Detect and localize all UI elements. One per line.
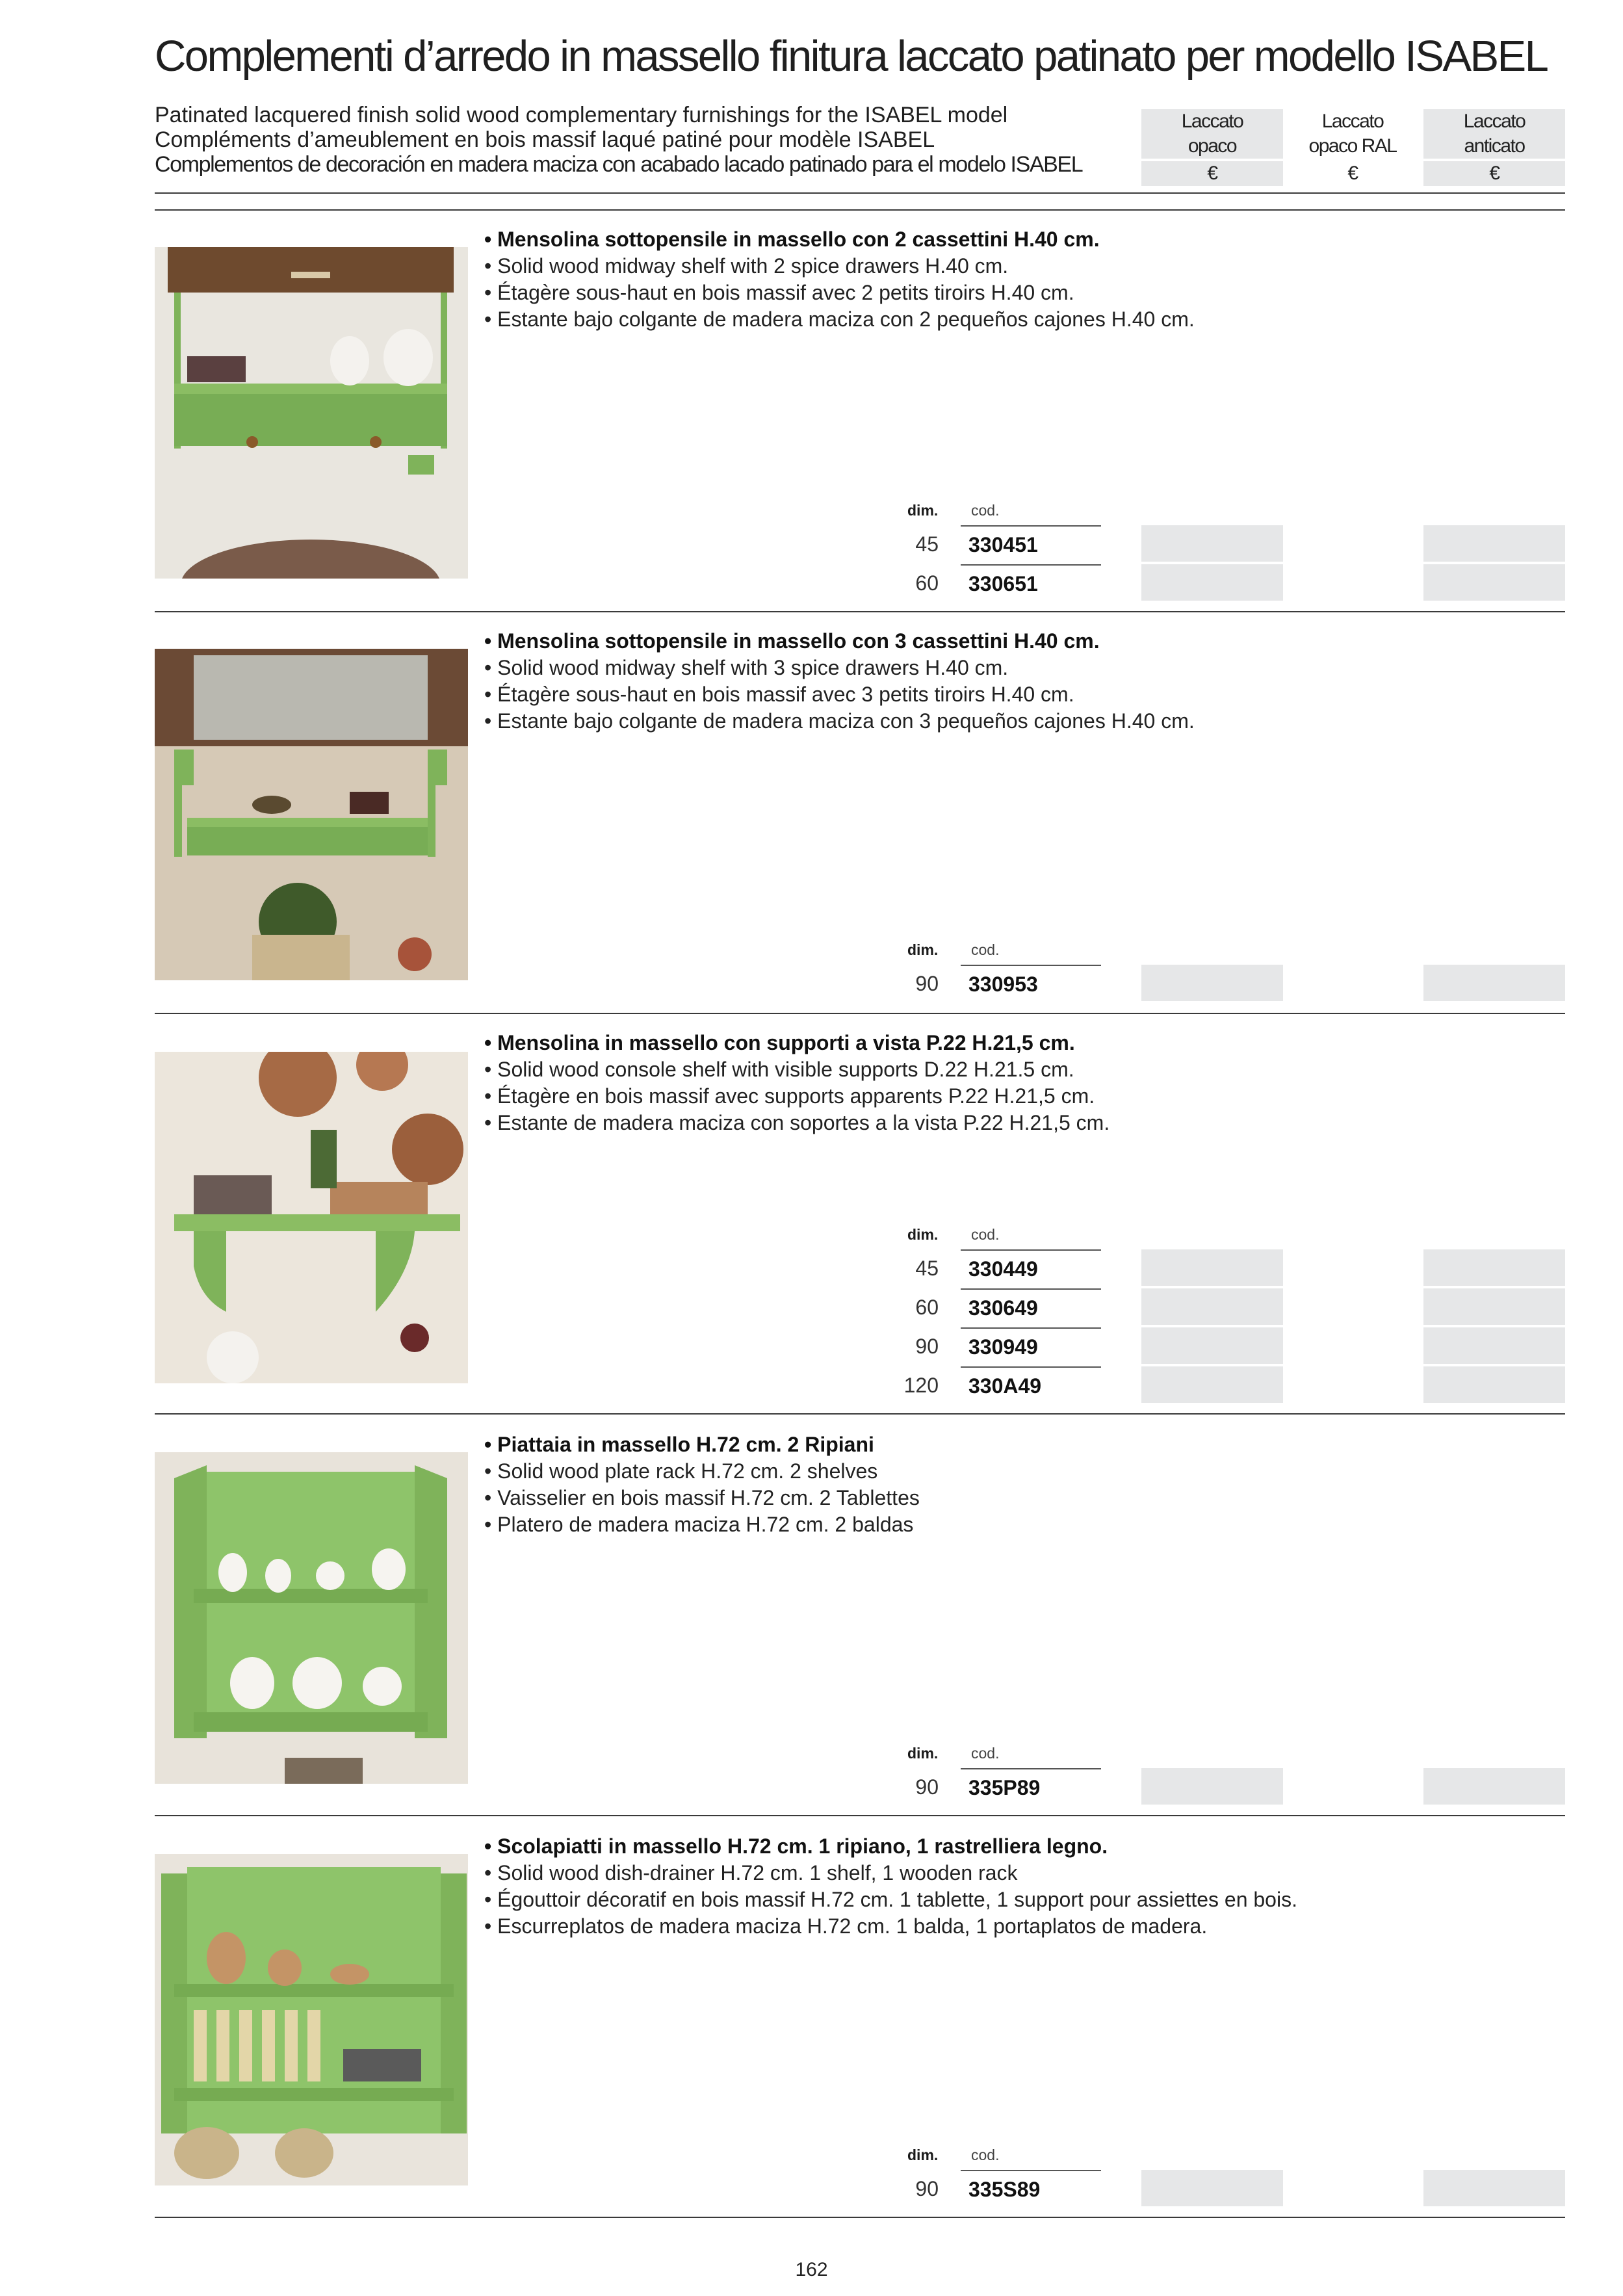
- price-cell-laccato-anticato: [1423, 525, 1565, 562]
- header-rule: [155, 209, 1565, 211]
- price-cell-laccato-anticato: [1423, 1366, 1565, 1403]
- description-line-es: • Escurreplatos de madera maciza H.72 cm. 1 balda, 1 portaplatos de madera.: [484, 1914, 1208, 1938]
- column-label-line1: Laccato: [1321, 111, 1384, 132]
- dim-value: 90: [915, 1335, 939, 1358]
- price-cell-laccato-anticato: [1423, 2170, 1565, 2206]
- table-row: [0, 2170, 1623, 2208]
- dim-value: 90: [915, 1775, 939, 1799]
- product-code: 330A49: [961, 1366, 1101, 1404]
- price-cell-laccato-opaco: [1141, 1366, 1283, 1403]
- product-code: 330949: [961, 1327, 1101, 1365]
- column-header-laccato-opaco: [1141, 109, 1283, 182]
- description-line-fr: • Vaisselier en bois massif H.72 cm. 2 Tablettes: [484, 1486, 920, 1509]
- price-cell-laccato-opaco: [1141, 965, 1283, 1001]
- page-title: Complementi d’arredo in massello finitura laccato patinato per modello ISABEL: [155, 32, 1548, 81]
- product-description: [484, 226, 1195, 333]
- table-row: [0, 1768, 1623, 1806]
- table-row: [0, 965, 1623, 1002]
- product-photo-three-drawer-shelf: [155, 649, 468, 980]
- description-line-es: • Estante de madera maciza con soportes a la vista P.22 H.21,5 cm.: [484, 1111, 1110, 1134]
- section-rule: [155, 1013, 1565, 1014]
- description-line-en: • Solid wood midway shelf with 2 spice drawers H.40 cm.: [484, 254, 1009, 278]
- price-cell-laccato-anticato: [1423, 564, 1565, 601]
- table-row: [0, 564, 1623, 602]
- cod-label: cod.: [971, 502, 1000, 519]
- column-header-laccato-opaco-ral: [1282, 109, 1423, 182]
- subtitle-es: Complementos de decoración en madera maciza con acabado lacado patinado para el modelo ISABEL: [155, 152, 1083, 177]
- description-line-it: • Scolapiatti in massello H.72 cm. 1 ripiano, 1 rastrelliera legno.: [484, 1834, 1108, 1858]
- header-rule: [155, 192, 1565, 194]
- section-rule: [155, 1815, 1565, 1816]
- price-cell-laccato-anticato: [1423, 1327, 1565, 1364]
- description-line-fr: • Étagère en bois massif avec supports apparents P.22 H.21,5 cm.: [484, 1084, 1095, 1108]
- column-label-line1: Laccato: [1463, 111, 1526, 132]
- currency-label: €: [1423, 161, 1565, 186]
- dim-label: dim.: [907, 2146, 939, 2163]
- description-line-it: • Mensolina sottopensile in massello con 2 cassettini H.40 cm.: [484, 228, 1100, 251]
- dim-value: 45: [915, 1257, 939, 1280]
- currency-label: €: [1141, 161, 1283, 186]
- subtitle-en: Patinated lacquered finish solid wood complementary furnishings for the ISABEL model: [155, 103, 1008, 127]
- cod-label: cod.: [971, 941, 1000, 958]
- product-description: [484, 1431, 920, 1538]
- dim-value: 90: [915, 972, 939, 995]
- description-line-en: • Solid wood console shelf with visible supports D.22 H.21.5 cm.: [484, 1058, 1074, 1081]
- description-line-fr: • Étagère sous-haut en bois massif avec 2 petits tiroirs H.40 cm.: [484, 281, 1074, 304]
- price-cell-laccato-anticato: [1423, 1288, 1565, 1325]
- dim-value: 60: [915, 1296, 939, 1319]
- price-cell-laccato-anticato: [1423, 1768, 1565, 1805]
- product-description: [484, 1030, 1110, 1136]
- column-label-line2: opaco: [1188, 135, 1237, 157]
- currency-label: €: [1347, 163, 1358, 184]
- page-number: 162: [795, 2259, 828, 2280]
- price-cell-laccato-opaco: [1141, 1249, 1283, 1286]
- dim-label: dim.: [907, 502, 939, 519]
- product-code: 335S89: [961, 2170, 1101, 2208]
- description-line-en: • Solid wood dish-drainer H.72 cm. 1 shelf, 1 wooden rack: [484, 1861, 1018, 1885]
- product-code: 330449: [961, 1249, 1101, 1287]
- price-cell-laccato-opaco: [1141, 1327, 1283, 1364]
- price-cell-laccato-opaco: [1141, 564, 1283, 601]
- description-line-it: • Mensolina sottopensile in massello con 3 cassettini H.40 cm.: [484, 629, 1100, 653]
- product-code: 330451: [961, 525, 1101, 563]
- table-row: [0, 1288, 1623, 1326]
- description-line-es: • Platero de madera maciza H.72 cm. 2 baldas: [484, 1513, 914, 1536]
- product-code: 330649: [961, 1288, 1101, 1326]
- description-line-fr: • Égouttoir décoratif en bois massif H.72 cm. 1 tablette, 1 support pour assiettes en bois.: [484, 1888, 1297, 1911]
- table-row: [0, 525, 1623, 563]
- price-cell-laccato-opaco: [1141, 1288, 1283, 1325]
- product-code: 335P89: [961, 1768, 1101, 1806]
- dim-label: dim.: [907, 941, 939, 958]
- column-header-laccato-anticato: [1423, 109, 1565, 182]
- product-photo-plate-rack: [155, 1452, 468, 1784]
- price-cell-laccato-opaco: [1141, 1768, 1283, 1805]
- description-line-es: • Estante bajo colgante de madera maciza con 2 pequeños cajones H.40 cm.: [484, 307, 1195, 331]
- table-row: [0, 1366, 1623, 1404]
- price-cell-laccato-opaco: [1141, 2170, 1283, 2206]
- description-line-it: • Piattaia in massello H.72 cm. 2 Ripiani: [484, 1433, 874, 1456]
- product-description: [484, 1833, 1297, 1940]
- description-line-es: • Estante bajo colgante de madera maciza con 3 pequeños cajones H.40 cm.: [484, 709, 1195, 733]
- dim-value: 90: [915, 2177, 939, 2200]
- section-rule: [155, 611, 1565, 612]
- cod-label: cod.: [971, 1745, 1000, 1762]
- dim-label: dim.: [907, 1745, 939, 1762]
- table-row: [0, 1327, 1623, 1365]
- section-rule: [155, 1413, 1565, 1415]
- dim-value: 60: [915, 571, 939, 595]
- description-line-en: • Solid wood midway shelf with 3 spice drawers H.40 cm.: [484, 656, 1009, 679]
- product-photo-dish-drainer: [155, 1854, 468, 2185]
- column-label-line1: Laccato: [1181, 111, 1243, 132]
- price-cell-laccato-anticato: [1423, 965, 1565, 1001]
- column-label-line2: anticato: [1464, 135, 1525, 157]
- product-description: [484, 628, 1195, 735]
- column-label-line2: opaco RAL: [1308, 135, 1397, 157]
- description-line-fr: • Étagère sous-haut en bois massif avec 3 petits tiroirs H.40 cm.: [484, 683, 1074, 706]
- cod-label: cod.: [971, 1226, 1000, 1243]
- product-code: 330953: [961, 965, 1101, 1002]
- dim-value: 45: [915, 532, 939, 556]
- dim-value: 120: [903, 1374, 939, 1397]
- dim-label: dim.: [907, 1226, 939, 1243]
- product-code: 330651: [961, 564, 1101, 602]
- subtitle-fr: Compléments d’ameublement en bois massif laqué patiné pour modèle ISABEL: [155, 127, 935, 152]
- price-cell-laccato-anticato: [1423, 1249, 1565, 1286]
- table-row: [0, 1249, 1623, 1287]
- price-cell-laccato-opaco: [1141, 525, 1283, 562]
- description-line-en: • Solid wood plate rack H.72 cm. 2 shelves: [484, 1459, 878, 1483]
- cod-label: cod.: [971, 2146, 1000, 2163]
- description-line-it: • Mensolina in massello con supporti a vista P.22 H.21,5 cm.: [484, 1031, 1075, 1054]
- section-rule: [155, 2217, 1565, 2218]
